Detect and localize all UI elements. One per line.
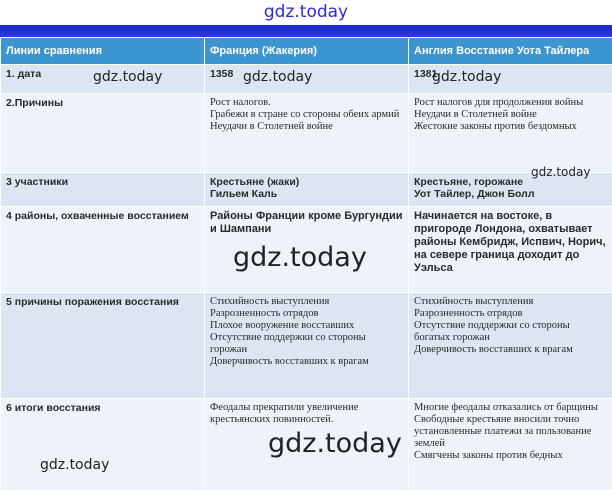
cell-england — [409, 207, 612, 293]
cell-line: Гильем Каль — [210, 188, 278, 200]
cell-line: Свободные крестьяне вносили точно установленные платежи за пользование землей — [414, 414, 592, 449]
cell-line: 1381 — [414, 68, 438, 80]
cell-line: Отсутствие поддержки со стороны горожан — [210, 332, 366, 355]
watermark: gdz.today — [531, 165, 591, 179]
cell-line: 1358 — [210, 68, 234, 80]
cell-line: Стихийность выступления — [414, 296, 534, 307]
header-france: Франция (Жакерия) — [205, 38, 409, 65]
cell-line: Разрозненность отрядов — [414, 308, 523, 319]
watermark: gdz.today — [93, 69, 163, 85]
cell-line: Смягчены законы против бедных — [414, 450, 563, 461]
cell-line: Рост налогов. — [210, 97, 271, 108]
watermark: gdz.today — [432, 69, 502, 85]
cell-line: Крестьяне, горожане — [414, 176, 524, 188]
header-england: Англия Восстание Уота Тайлера — [409, 38, 612, 65]
watermark: gdz.today — [233, 242, 367, 273]
cell-france — [205, 173, 409, 207]
watermark: gdz.today — [40, 457, 110, 473]
cell-line: Многие феодалы отказались от барщины — [414, 402, 598, 413]
row-label: 4 районы, охваченные восстанием — [1, 207, 205, 293]
row-label: 1. дата — [1, 65, 205, 94]
watermark: gdz.today — [243, 69, 313, 85]
table-row — [1, 173, 612, 207]
cell-line: Разрозненность отрядов — [210, 308, 319, 319]
row-label: 3 участники — [1, 173, 205, 207]
row-label: 2.Причины — [1, 94, 205, 173]
cell-line: Феодалы прекратили увеличение крестьянских повинностей. — [210, 402, 359, 425]
cell-england — [409, 94, 612, 173]
cell-line: Доверчивость восставших к врагам — [414, 344, 573, 355]
row-label: 6 итоги восстания — [1, 399, 205, 491]
cell-line: Стихийность выступления — [210, 296, 330, 307]
table-row — [1, 293, 612, 399]
cell-france — [205, 293, 409, 399]
cell-line: Крестьяне (жаки) — [210, 176, 300, 188]
row-label: 5 причины поражения восстания — [1, 293, 205, 399]
cell-line: Доверчивость восставших к врагам — [210, 356, 369, 367]
cell-line: Отсутствие поддержки со стороны богатых горожан — [414, 320, 570, 343]
header-comparison-lines: Линии сравнения — [1, 38, 205, 65]
site-watermark-top: gdz.today — [263, 2, 349, 22]
cell-line: Грабежи в стране со стороны обеих армий — [210, 109, 400, 120]
cell-line: Неудачи в Столетней войне — [210, 121, 333, 132]
cell-line: Районы Франции кроме Бургундии и Шампани — [210, 210, 403, 235]
watermark: gdz.today — [268, 428, 402, 459]
cell-england — [409, 399, 612, 491]
cell-line: Неудачи в Столетней войне — [414, 109, 537, 120]
cell-france — [205, 94, 409, 173]
cell-line: Рост налогов для продолжения войны — [414, 97, 584, 108]
table-row — [1, 94, 612, 173]
cell-line: Начинается на востоке, в пригороде Лондона, охватывает районы Кембридж, Испвич, Норич, на севере граница доходит до Уэльса — [414, 210, 606, 274]
cell-line: Плохое вооружение восставших — [210, 320, 355, 331]
table-header-row — [1, 38, 612, 65]
cell-line: Жестокие законы против бездомных — [414, 121, 577, 132]
cell-line: Уот Тайлер, Джон Болл — [414, 188, 535, 200]
top-bar — [0, 25, 612, 37]
cell-england — [409, 293, 612, 399]
